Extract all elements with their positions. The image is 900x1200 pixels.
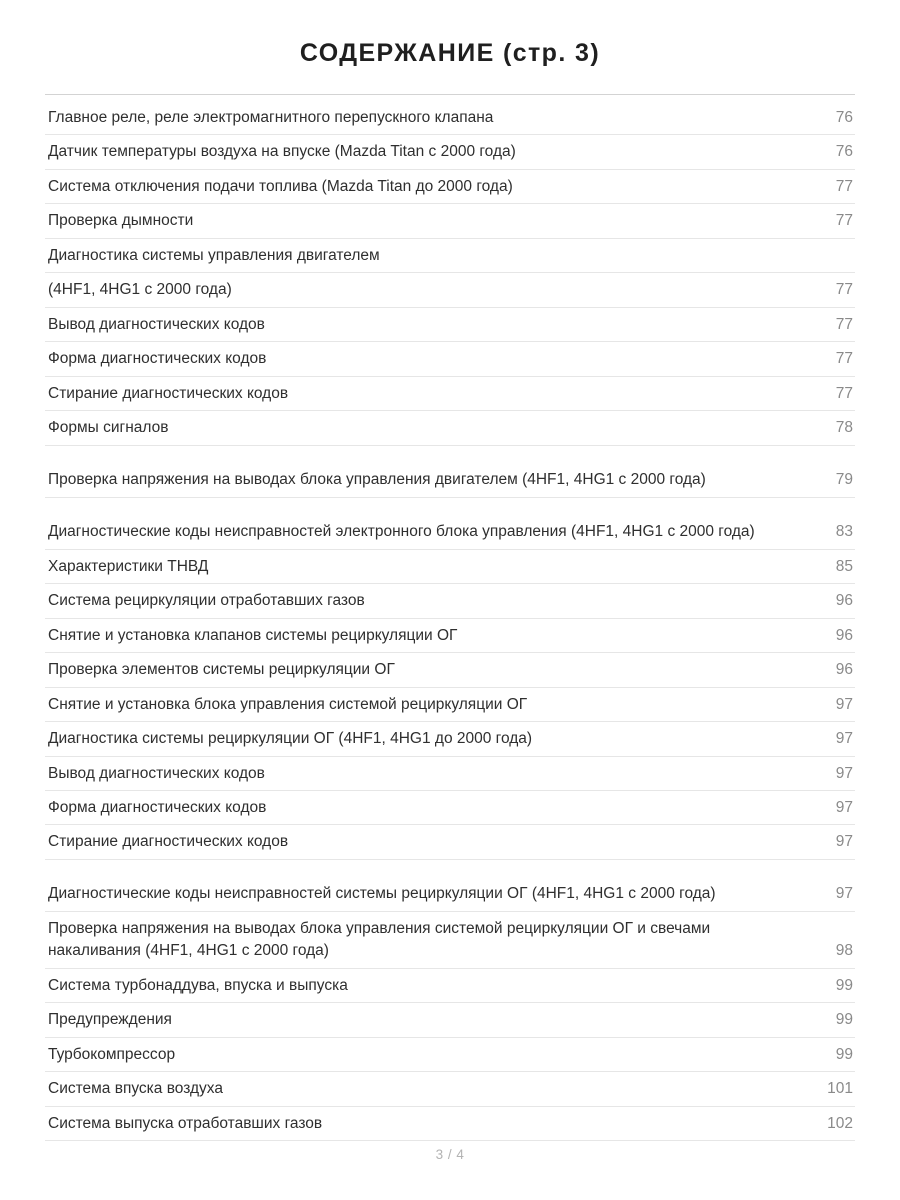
toc-entry-page-number: 96 — [835, 592, 853, 610]
toc-entry-page-number: 99 — [835, 1011, 853, 1029]
toc-entry-label: Система рециркуляции отработавших газов — [48, 592, 365, 610]
toc-entry-row[interactable] — [45, 204, 855, 238]
toc-entry-row[interactable] — [45, 688, 855, 722]
toc-entry-label: Главное реле, реле электромагнитного перепускного клапана — [48, 109, 494, 126]
toc-entry-row[interactable] — [45, 619, 855, 653]
toc-entry-row[interactable] — [45, 101, 855, 135]
toc-entry-row[interactable] — [45, 584, 855, 618]
toc-entry-label: Предупреждения — [48, 1011, 172, 1029]
toc-entry-page-number: 77 — [835, 212, 853, 230]
toc-entry-page-number: 99 — [835, 1045, 853, 1063]
header-divider — [45, 94, 855, 95]
toc-entry-row[interactable] — [45, 1072, 855, 1106]
toc-entry-label: Снятие и установка блока управления системой рециркуляции ОГ — [48, 695, 528, 713]
toc-entry-row[interactable] — [45, 1107, 855, 1141]
toc-entry-label: Вывод диагностических кодов — [48, 764, 265, 782]
toc-entry-row[interactable] — [45, 1003, 855, 1037]
toc-entry-page-number: 98 — [835, 942, 853, 960]
toc-entry-label: Система отключения подачи топлива (Mazda Titan до 2000 года) — [48, 177, 513, 195]
toc-entry-label: Проверка напряжения на выводах блока управления двигателем (4HF1, 4HG1 с 2000 года) — [48, 471, 706, 489]
toc-entry-row[interactable] — [45, 550, 855, 584]
toc-entry-row[interactable] — [45, 446, 855, 498]
toc-entry-page-number: 77 — [835, 177, 853, 195]
toc-entry-page-number: 85 — [835, 557, 853, 575]
toc-entry-row[interactable] — [45, 239, 855, 273]
toc-entry-row[interactable] — [45, 722, 855, 756]
toc-entry-page-number: 83 — [835, 523, 853, 541]
toc-entry-row[interactable] — [45, 860, 855, 912]
toc-entry-row[interactable] — [45, 969, 855, 1003]
toc-entry-row[interactable] — [45, 170, 855, 204]
toc-entry-label: Форма диагностических кодов — [48, 350, 267, 368]
toc-entry-page-number: 78 — [835, 419, 853, 437]
toc-entry-row[interactable] — [45, 498, 855, 550]
toc-entry-page-number: 97 — [835, 695, 853, 713]
toc-entry-label: Формы сигналов — [48, 419, 169, 437]
toc-entry-page-number: 97 — [835, 833, 853, 851]
toc-entry-label: Стирание диагностических кодов — [48, 833, 289, 851]
toc-entry-row[interactable] — [45, 757, 855, 791]
toc-entry-label: Система впуска воздуха — [48, 1080, 223, 1098]
toc-entry-label: Система выпуска отработавших газов — [48, 1114, 323, 1132]
toc-entry-row[interactable] — [45, 912, 855, 969]
toc-entry-page-number: 76 — [835, 109, 853, 126]
toc-entry-label: Датчик температуры воздуха на впуске (Mazda Titan с 2000 года) — [48, 143, 516, 161]
toc-entry-label: Диагностические коды неисправностей электронного блока управления (4HF1, 4HG1 с 2000 года) — [48, 523, 755, 541]
toc-entry-page-number: 76 — [835, 143, 853, 161]
toc-entry-row[interactable] — [45, 308, 855, 342]
toc-entry-page-number: 77 — [835, 384, 853, 402]
toc-entry-label: (4HF1, 4HG1 с 2000 года) — [48, 281, 232, 299]
toc-entry-page-number: 77 — [835, 315, 853, 333]
toc-entry-label: Диагностические коды неисправностей системы рециркуляции ОГ (4HF1, 4HG1 с 2000 года) — [48, 885, 716, 903]
page-footer: 3 / 4 — [435, 1147, 465, 1162]
toc-entry-row[interactable] — [45, 653, 855, 687]
toc-entry-label: Стирание диагностических кодов — [48, 384, 289, 402]
toc-entry-row[interactable] — [45, 377, 855, 411]
toc-entry-page-number: 96 — [835, 626, 853, 644]
toc-entry-row[interactable] — [45, 273, 855, 307]
toc-entry-row[interactable] — [45, 411, 855, 445]
toc-entry-page-number: 96 — [835, 661, 853, 679]
toc-entry-label: Проверка дымности — [48, 212, 194, 230]
toc-entry-row[interactable] — [45, 791, 855, 825]
toc-entry-label: Снятие и установка клапанов системы рециркуляции ОГ — [48, 626, 458, 644]
page-title: СОДЕРЖАНИЕ (стр. 3) — [299, 39, 601, 67]
toc-entry-row[interactable] — [45, 1038, 855, 1072]
toc-entry-label: Турбокомпрессор — [48, 1045, 176, 1063]
toc-entry-label: Проверка элементов системы рециркуляции ОГ — [48, 661, 395, 679]
toc-entry-label: Характеристики ТНВД — [48, 557, 209, 575]
toc-entry-label: Система турбонаддува, впуска и выпуска — [48, 976, 348, 994]
toc-entry-label: Диагностика системы управления двигателем — [48, 246, 380, 264]
toc-entry-page-number: 102 — [827, 1114, 853, 1132]
toc-entry-row[interactable] — [45, 825, 855, 859]
toc-entry-page-number: 79 — [835, 471, 853, 489]
table-of-contents-list — [45, 101, 855, 1141]
toc-entry-row[interactable] — [45, 135, 855, 169]
toc-entry-page-number: 77 — [835, 281, 853, 299]
toc-entry-label: Проверка напряжения на выводах блока управления системой рециркуляции ОГ и свечами накаливания (4HF1, 4HG1 с 2000 года) — [48, 919, 711, 960]
toc-entry-page-number: 97 — [835, 798, 853, 816]
toc-entry-page-number: 77 — [835, 350, 853, 368]
toc-entry-label: Диагностика системы рециркуляции ОГ (4HF1, 4HG1 до 2000 года) — [48, 730, 533, 748]
toc-entry-page-number: 101 — [827, 1080, 853, 1098]
toc-entry-label: Форма диагностических кодов — [48, 798, 267, 816]
toc-entry-page-number: 97 — [835, 885, 853, 903]
toc-entry-page-number: 97 — [835, 730, 853, 748]
toc-entry-label: Вывод диагностических кодов — [48, 315, 265, 333]
toc-entry-row[interactable] — [45, 342, 855, 376]
toc-entry-page-number: 99 — [835, 976, 853, 994]
toc-entry-page-number: 97 — [835, 764, 853, 782]
